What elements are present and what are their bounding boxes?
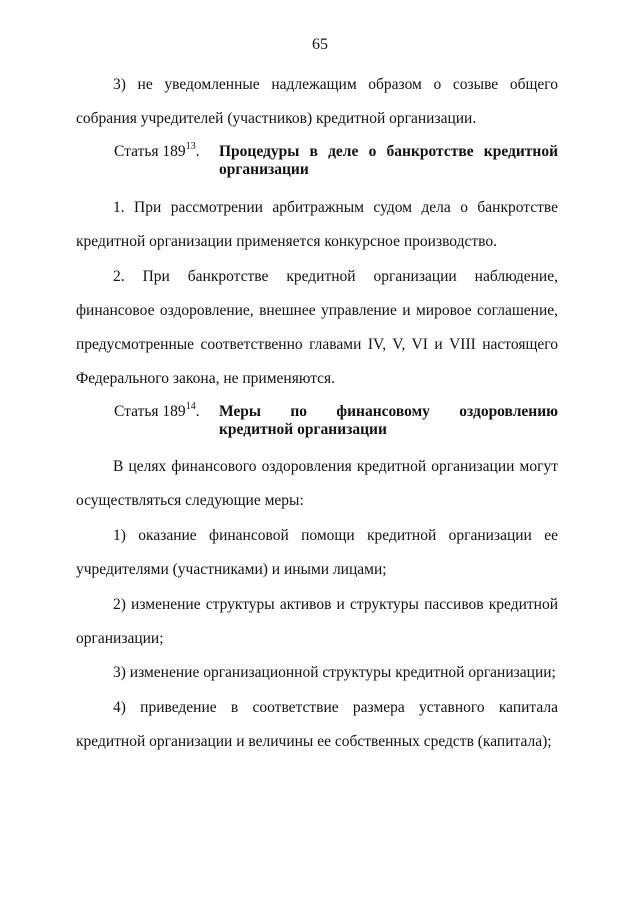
paragraph-point-1: 1. При рассмотрении арбитражным судом дела о банкротстве кредитной организации применяется конкурсное производство. bbox=[76, 199, 558, 250]
article-label: Статья $189^{14}$. bbox=[114, 401, 200, 420]
list-item-4: 4) приведение в соответствие размера уставного капитала кредитной организации и величины ее собственных средств (капитала); bbox=[76, 699, 558, 750]
paragraph-point-2: 2. При банкротстве кредитной организации наблюдение, финансовое оздоровление, внешнее управление и мировое соглашение, предусмотренные соответственно главами IV, V, VI и VIII настоящего Федерального закона, не применяются. bbox=[76, 268, 558, 387]
article-title: Процедуры в деле о банкротстве кредитной организации bbox=[219, 143, 558, 178]
list-item-1: 1) оказание финансовой помощи кредитной организации ее учредителями (участниками) и иными лицами; bbox=[76, 527, 558, 578]
article-heading-189-13 bbox=[114, 143, 558, 179]
article-heading-189-14 bbox=[114, 403, 558, 439]
paragraph-intro: В целях финансового оздоровления кредитной организации могут осуществляться следующие меры: bbox=[76, 458, 558, 509]
page-number: 65 bbox=[312, 36, 328, 53]
list-item-3: 3) изменение организационной структуры кредитной организации; bbox=[113, 664, 556, 681]
paragraph-item-3: 3) не уведомленные надлежащим образом о созыве общего собрания учредителей (участников) кредитной организации. bbox=[76, 76, 558, 127]
list-item-2: 2) изменение структуры активов и структуры пассивов кредитной организации; bbox=[76, 596, 558, 647]
article-title: Меры по финансовому оздоровлению кредитной организации bbox=[219, 403, 558, 438]
article-label: Статья $189^{13}$. bbox=[114, 141, 200, 160]
